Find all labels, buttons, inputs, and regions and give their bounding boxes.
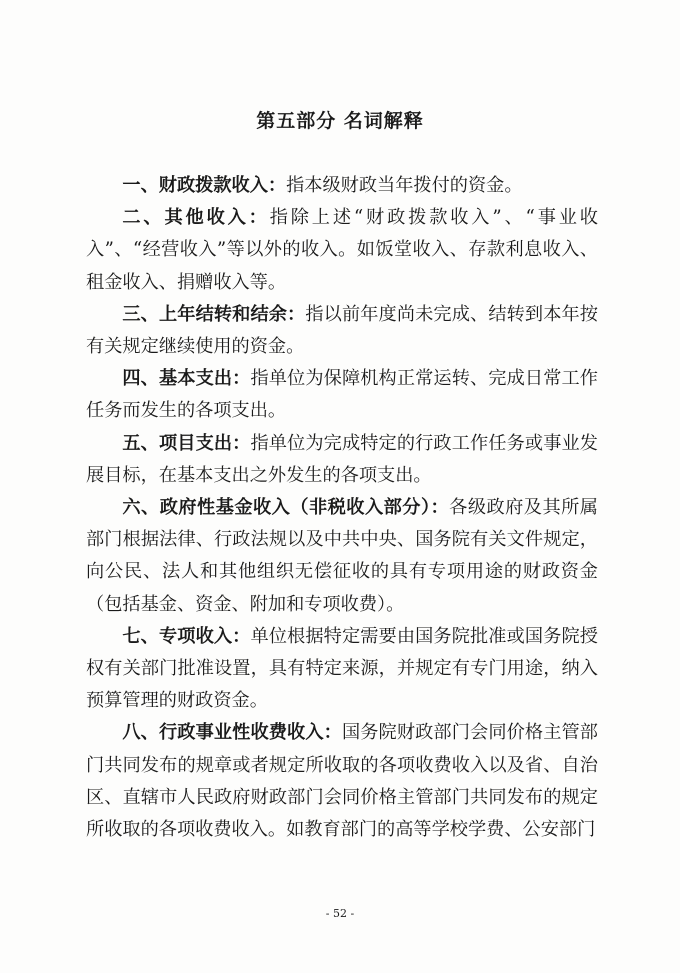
definition-term: 五、项目支出： — [122, 432, 251, 454]
definition-term: 六、政府性基金收入（非税收入部分）： — [122, 497, 450, 519]
definition-term: 三、上年结转和结余： — [122, 303, 306, 325]
definition-7 — [86, 621, 598, 718]
definition-3 — [86, 299, 598, 363]
definition-8 — [86, 717, 598, 846]
definition-text: 指单位为完成特定的行政工作任务或事业发展目标，在基本支出之外发生的各项支出。 — [86, 432, 598, 486]
definition-4 — [86, 363, 598, 427]
definition-term: 四、基本支出： — [122, 368, 251, 390]
definition-text: 各级政府及其所属部门根据法律、行政法规以及中共中央、国务院有关文件规定，向公民、法人和其他组织无偿征收的具有专项用途的财政资金（包括基金、资金、附加和专项收费）。 — [86, 497, 598, 615]
definition-text: 指以前年度尚未完成、结转到本年按有关规定继续使用的资金。 — [86, 303, 598, 358]
definitions-list — [86, 170, 598, 846]
definition-6 — [86, 492, 598, 621]
definition-text: 指单位为保障机构正常运转、完成日常工作任务而发生的各项支出。 — [86, 368, 598, 422]
definition-term: 八、行政事业性收费收入： — [122, 722, 342, 744]
page-number: - 52 - — [325, 907, 355, 920]
section-title: 第五部分 名词解释 — [256, 110, 424, 132]
definition-text: 指本级财政当年拨付的资金。 — [286, 175, 523, 196]
definition-5 — [86, 428, 598, 492]
definition-term: 七、专项收入： — [122, 625, 251, 647]
definition-text: 指除上述“财政拨款收入”、“事业收入”、“经营收入”等以外的收入。如饭堂收入、存款利息收入、租金收入、捐赠收入等。 — [86, 207, 598, 293]
definition-term: 一、财政拨款收入： — [122, 175, 287, 196]
definition-2 — [86, 202, 598, 299]
definition-1 — [86, 170, 598, 202]
definition-term: 二、其他收入： — [122, 207, 270, 229]
definition-text: 单位根据特定需要由国务院批准或国务院授权有关部门批准设置，具有特定来源，并规定有专门用途，纳入预算管理的财政资金。 — [86, 625, 598, 712]
definition-text: 国务院财政部门会同价格主管部门共同发布的规章或者规定所收取的各项收费收入以及省、自治区、直辖市人民政府财政部门会同价格主管部门共同发布的规定所收取的各项收费收入。如教育部门的高等学校学费、公安部门 — [86, 722, 598, 841]
